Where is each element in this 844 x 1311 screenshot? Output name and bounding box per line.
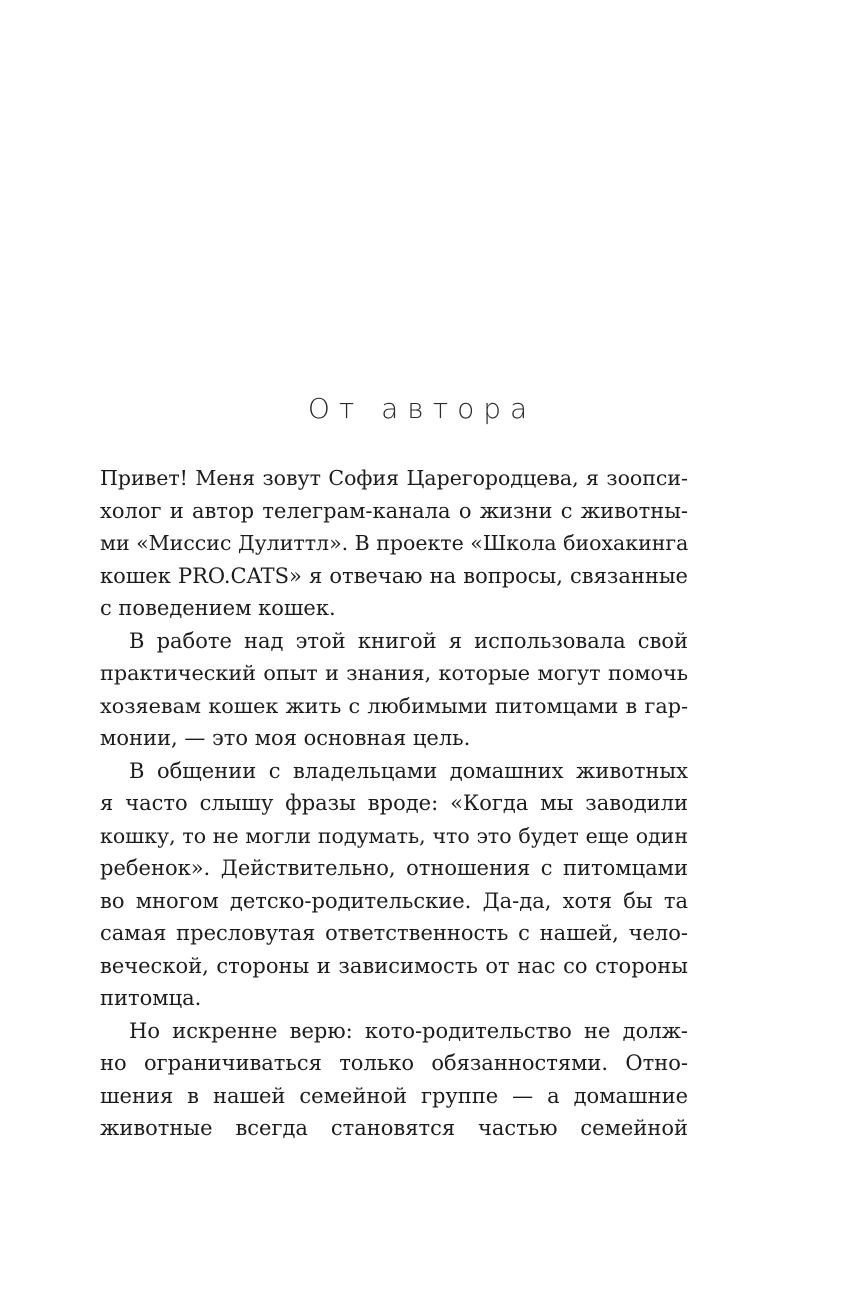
text-line: шения в нашей семейной группе — а домашние <box>100 1083 688 1108</box>
text-line: ребенок». Действительно, отношения с питомцами <box>100 856 688 880</box>
text-line: Но искренне верю: кото-родительство не долж- <box>129 1018 688 1043</box>
text-line: во многом детско-родительские. Да-да, хотя бы та <box>100 888 688 913</box>
text-line: практический опыт и знания, которые могут помочь <box>100 661 688 685</box>
text-line: кошек PRO.CATS» я отвечаю на вопросы, связанные <box>100 563 688 588</box>
text-line: холог и автор телеграм-канала о жизни с животны- <box>100 498 688 523</box>
text-line: питомца. <box>100 986 202 1010</box>
text-line: но ограничиваться только обязанностями. Отно- <box>100 1051 688 1075</box>
text-line: с поведением кошек. <box>100 596 336 620</box>
text-line: В общении с владельцами домашних животных <box>129 758 688 783</box>
body-text <box>100 462 688 1145</box>
text-line: я часто слышу фразы вроде: «Когда мы заводили <box>100 791 688 815</box>
text-line: кошку, то не могли подумать, что это будет еще один <box>100 823 688 848</box>
text-line: самая пресловутая ответственность с нашей, чело- <box>100 921 688 945</box>
text-line: ми «Миссис Дулиттл». В проекте «Школа биохакинга <box>100 531 689 555</box>
text-line: веческой, стороны и зависимость от нас со стороны <box>100 953 688 978</box>
text-line: монии, — это моя основная цель. <box>100 726 471 750</box>
text-line: животные всегда становятся частью семейной <box>100 1116 688 1140</box>
text-line: В работе над этой книгой я использовала свой <box>129 628 688 653</box>
text-line: Привет! Меня зовут София Царегородцева, я зоопси- <box>100 466 688 490</box>
text-line: хозяевам кошек жить с любимыми питомцами в гар- <box>100 693 688 718</box>
chapter-title: От автора <box>307 392 537 425</box>
